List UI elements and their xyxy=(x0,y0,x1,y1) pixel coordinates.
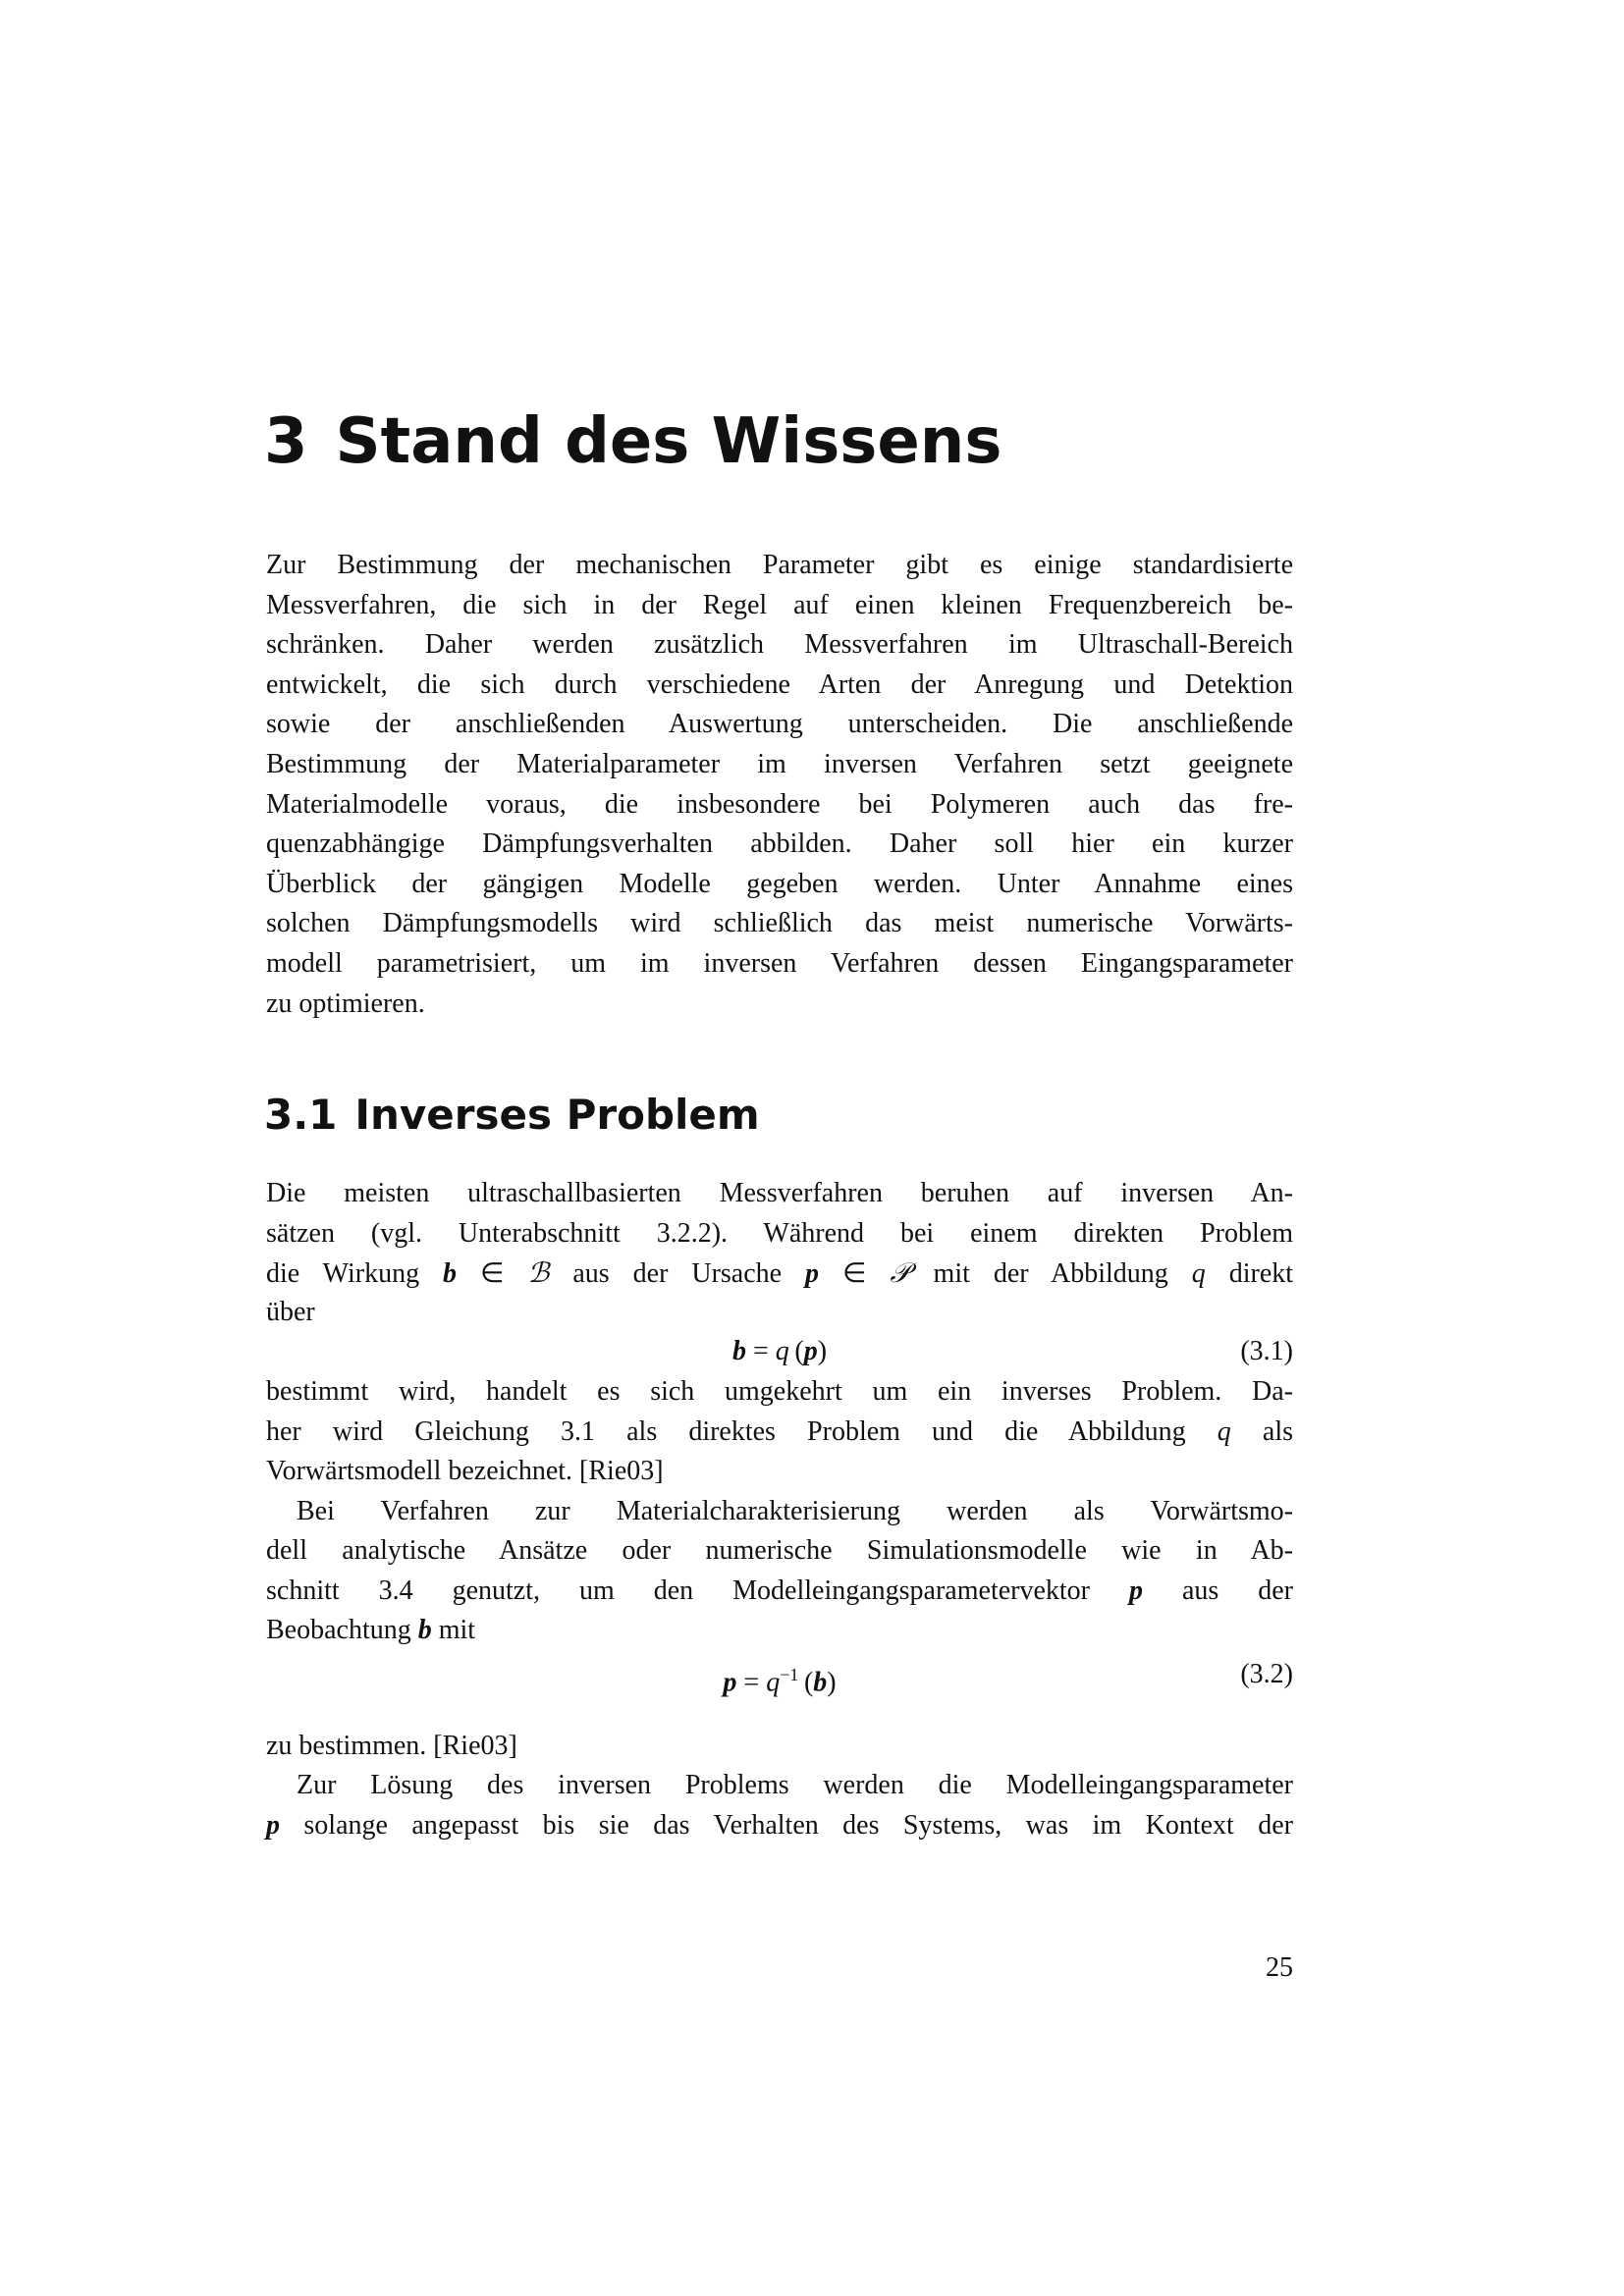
text-line xyxy=(266,1806,1293,1845)
text-segment: dell analytische Ansätze oder numerische Simulationsmodelle wie in Ab- xyxy=(266,1535,1293,1566)
equation-number: (3.2) xyxy=(1240,1659,1293,1689)
text-segment: Messverfahren, die sich in der Regel auf einen kleinen Frequenzbereich be- xyxy=(266,589,1293,620)
text-segment: ∈ xyxy=(819,1258,891,1289)
text-line xyxy=(266,1727,1293,1766)
eq-argument: b xyxy=(813,1667,828,1698)
text-segment: Zur Lösung des inversen Problems werden die Modelleingangsparameter xyxy=(297,1770,1293,1800)
text-line xyxy=(266,546,1293,585)
text-line xyxy=(266,865,1293,904)
text-segment: direkt xyxy=(1205,1258,1294,1289)
text-segment: bestimmt wird, handelt es sich umgekehrt um ein inverses Problem. Da- xyxy=(266,1376,1293,1407)
eq-equals: = xyxy=(745,1336,776,1366)
text-line xyxy=(266,1572,1293,1611)
math-symbol: q xyxy=(1191,1258,1206,1289)
chapter-heading xyxy=(264,398,1001,486)
text-segment: sätzen (vgl. Unterabschnitt 3.2.2). Während bei einem direkten Problem xyxy=(266,1218,1293,1249)
text-segment: Überblick der gängigen Modelle gegeben werden. Unter Annahme eines xyxy=(266,869,1293,899)
math-symbol: ℬ xyxy=(527,1258,550,1289)
page-number: 25 xyxy=(1266,1952,1293,1983)
text-line xyxy=(266,1413,1293,1452)
text-line xyxy=(266,586,1293,625)
text-segment: zu optimieren. xyxy=(266,988,425,1019)
equation-3-2: $p = q^{-1}$ (b) (3.2) xyxy=(266,1653,1293,1696)
text-segment: über xyxy=(266,1297,315,1327)
text-segment: solchen Dämpfungsmodells wird schließlich das meist numerische Vorwärts- xyxy=(266,908,1293,938)
chapter-number: 3 xyxy=(264,405,308,478)
text-segment: Materialmodelle voraus, die insbesondere bei Polymeren auch das fre- xyxy=(266,788,1293,820)
text-segment: Beobachtung xyxy=(266,1615,418,1645)
text-segment: modell parametrisiert, um im inversen Verfahren dessen Eingangsparameter xyxy=(266,948,1293,979)
text-line xyxy=(266,745,1293,784)
text-line xyxy=(266,1372,1293,1412)
eq-equals: = xyxy=(736,1667,767,1698)
text-line xyxy=(266,1174,1293,1213)
text-line xyxy=(266,825,1293,864)
math-symbol: p xyxy=(805,1258,820,1289)
eq-argument: p xyxy=(803,1336,818,1366)
text-line xyxy=(266,1214,1293,1254)
text-line xyxy=(266,944,1293,984)
math-symbol: q xyxy=(1217,1415,1231,1447)
text-segment: sowie der anschließenden Auswertung unterscheiden. Die anschließende xyxy=(266,709,1293,739)
text-segment: entwickelt, die sich durch verschiedene Arten der Anregung und Detektion xyxy=(266,669,1293,700)
text-line xyxy=(266,1611,1293,1650)
text-line xyxy=(266,1766,1293,1805)
text-segment: her wird Gleichung 3.1 als direktes Problem und die Abbildung xyxy=(266,1415,1218,1447)
math-symbol: 𝒫 xyxy=(890,1258,910,1289)
text-segment: Bestimmung der Materialparameter im inversen Verfahren setzt geeignete xyxy=(266,749,1293,779)
text-segment: aus der xyxy=(1142,1575,1294,1606)
text-line xyxy=(266,1452,1293,1491)
text-line xyxy=(266,1293,1293,1332)
section-number: 3.1 xyxy=(264,1091,338,1139)
equation-number: (3.1) xyxy=(1240,1336,1293,1366)
chapter-title: Stand des Wissens xyxy=(335,405,1002,478)
equation-3-1: b = q (p) (3.1) xyxy=(266,1330,1293,1373)
text-line xyxy=(266,1531,1293,1571)
text-line xyxy=(266,904,1293,943)
math-symbol: b xyxy=(417,1615,432,1645)
text-segment: mit xyxy=(431,1615,476,1645)
text-segment: ∈ xyxy=(457,1258,528,1289)
text-segment: aus der Ursache xyxy=(549,1258,806,1289)
section-title: Inverses Problem xyxy=(354,1091,760,1139)
text-segment: Bei Verfahren zur Materialcharakterisierung werden als Vorwärtsmo- xyxy=(297,1496,1293,1526)
text-line xyxy=(266,705,1293,744)
text-segment: Vorwärtsmodell bezeichnet. [Rie03] xyxy=(266,1456,664,1486)
text-line xyxy=(266,666,1293,705)
math-symbol: p xyxy=(266,1810,280,1841)
text-segment: zu bestimmen. [Rie03] xyxy=(266,1731,517,1761)
text-segment: solange angepasst bis sie das Verhalten des Systems, was im Kontext der xyxy=(280,1810,1293,1841)
text-segment: als xyxy=(1230,1415,1294,1447)
text-segment: schränken. Daher werden zusätzlich Messverfahren im Ultraschall-Bereich xyxy=(266,629,1293,660)
eq-function: q xyxy=(775,1336,789,1366)
text-line xyxy=(266,985,1293,1024)
section-heading xyxy=(264,1088,760,1143)
text-segment: Die meisten ultraschallbasierten Messverfahren beruhen auf inversen An- xyxy=(266,1178,1293,1208)
text-line xyxy=(266,1492,1293,1531)
text-line xyxy=(266,785,1293,825)
math-symbol: p xyxy=(1128,1575,1143,1606)
text-segment: mit der Abbildung xyxy=(909,1258,1192,1289)
text-segment: Zur Bestimmung der mechanischen Parameter gibt es einige standardisierte xyxy=(266,550,1293,580)
text-segment: die Wirkung xyxy=(266,1258,444,1289)
eq-lhs: b xyxy=(731,1336,746,1366)
text-line xyxy=(266,625,1293,665)
math-symbol: b xyxy=(443,1258,458,1289)
text-line xyxy=(266,1255,1293,1294)
text-segment: quenzabhängige Dämpfungsverhalten abbilden. Daher soll hier ein kurzer xyxy=(266,828,1293,859)
eq-superscript: −1 xyxy=(780,1665,799,1684)
eq-lhs: p xyxy=(723,1667,737,1698)
text-segment: schnitt 3.4 genutzt, um den Modelleingangsparametervektor xyxy=(266,1575,1129,1606)
eq-function: q xyxy=(766,1667,781,1698)
